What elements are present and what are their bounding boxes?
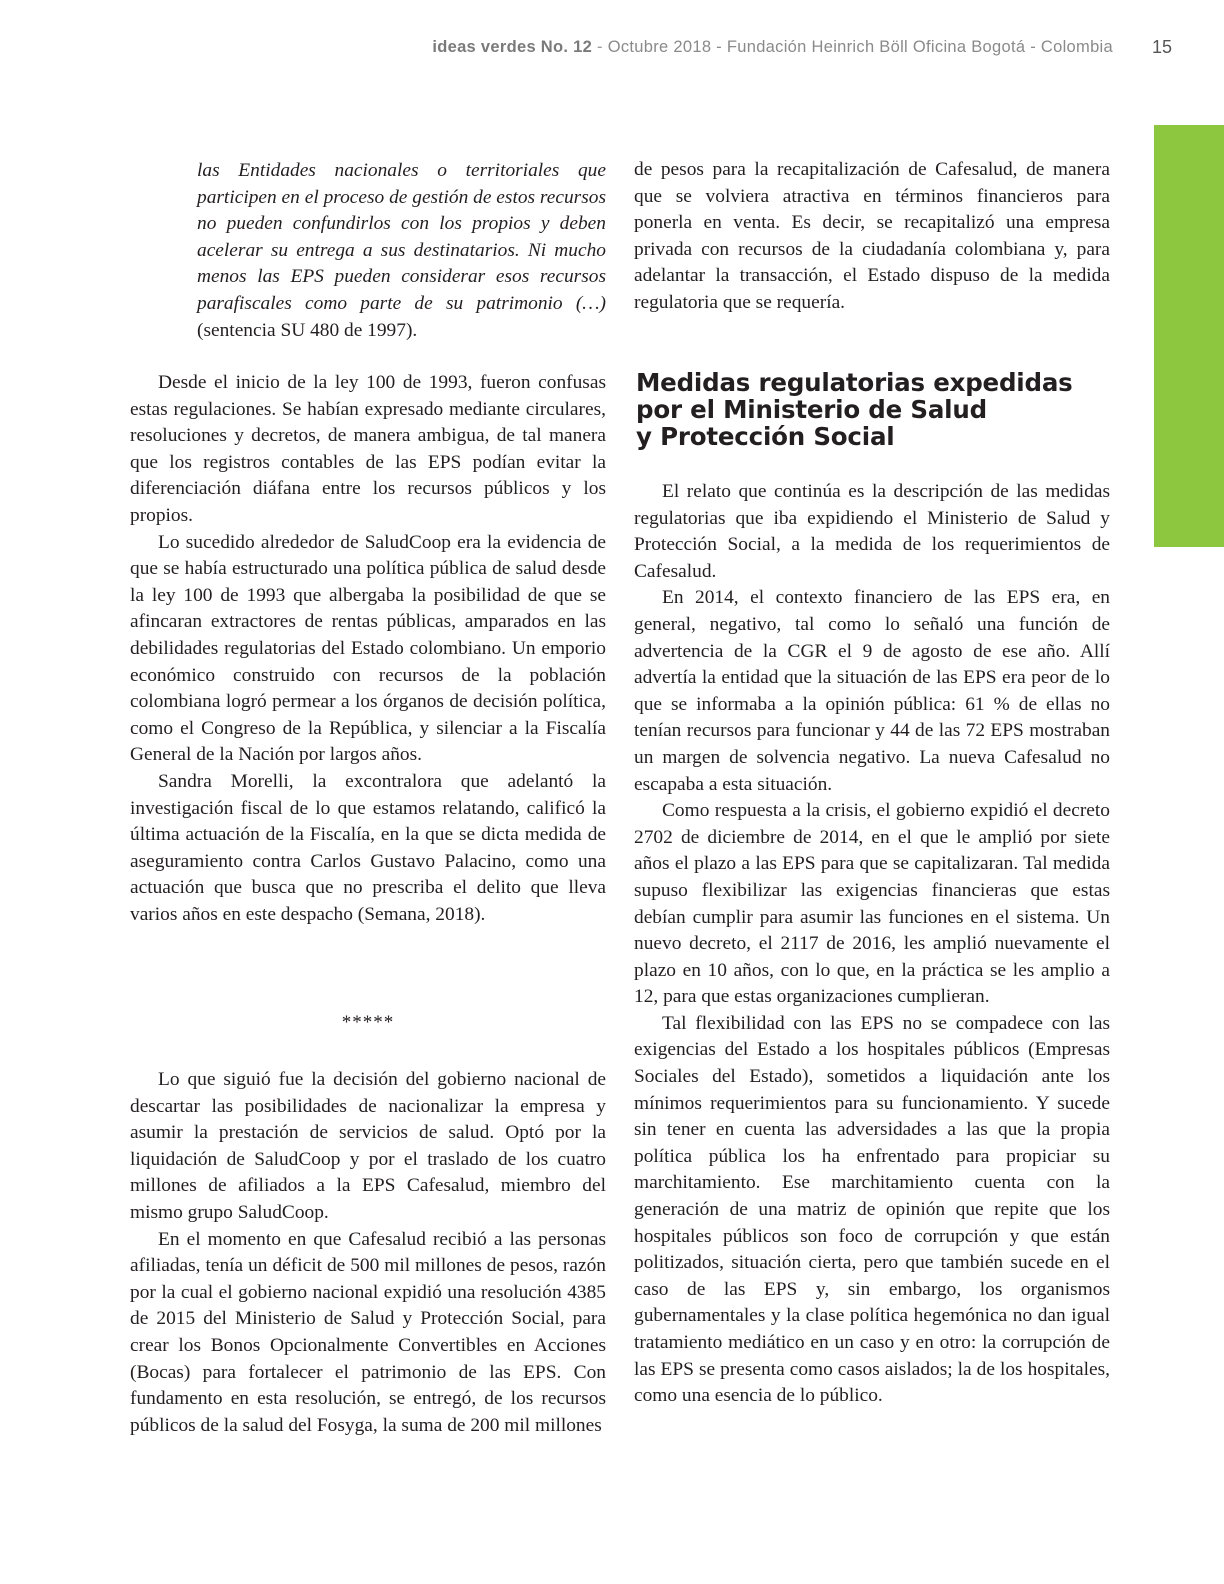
header-separator: -: [592, 38, 608, 56]
running-header: [380, 38, 1113, 57]
heading-line: por el Ministerio de Salud: [636, 395, 987, 424]
left-column-part-b: [130, 1067, 606, 1439]
paragraph: Como respuesta a la crisis, el gobierno expidió el decreto 2702 de diciembre de 2014, en el que le amplió por siete años el plazo a las EPS para que se capitalizaran. Tal medida supuso flexibilizar las exigencias financieras que estas debían cumplir para asumir las funciones en el sistema. Un nuevo decreto, el 2117 de 2016, les amplió nuevamente el plazo en 10 años, con lo que, en la práctica se les amplio a 12, para que estas organizaciones cumplieran.: [634, 800, 1110, 1008]
section-heading: [636, 369, 1106, 450]
paragraph: Desde el inicio de la ley 100 de 1993, fueron confusas estas regulaciones. Se habían expresado mediante circulares, resoluciones y decretos, de manera ambigua, de tal manera que los registros contables de las EPS podían evitar la diferenciación diáfana entre los recursos públicos y los propios.: [130, 372, 606, 526]
quote-citation: (sentencia SU 480 de 1997).: [197, 319, 418, 341]
issue-info: Octubre 2018 - Fundación Heinrich Böll Oficina Bogotá - Colombia: [607, 38, 1113, 56]
right-column-continuation: [634, 157, 1110, 317]
green-section-tab: [1154, 125, 1224, 547]
heading-line: y Protección Social: [636, 422, 895, 451]
paragraph-continuation: de pesos para la recapitalización de Cafesalud, de manera que se volviera atractiva en términos financieros para ponerla en venta. Es decir, se recapitalizó una empresa privada con recursos de la ciudadanía colombiana y, para adelantar la transacción, el Estado dispuso de la medida regulatoria que se requería.: [634, 159, 1110, 313]
paragraph: Tal flexibilidad con las EPS no se compadece con las exigencias del Estado a los hospitales públicos (Empresas Sociales del Estado), sometidos a liquidación ante los mínimos requerimientos para su funcionamiento. Y sucede sin tener en cuenta las adversidades a las que la propia política pública los ha enfrentado para propiciar su marchitamiento. Ese marchitamiento cuenta con la generación de una matriz de opinión que repite que los hospitales públicos son foco de corrupción y que están politizados, situación cierta, pero que también sucede en el caso de las EPS y, sin embargo, los organismos gubernamentales y la clase política hegemónica no dan igual tratamiento mediático en un caso y en otro: la corrupción de las EPS se presenta como casos aislados; la de los hospitales, como una esencia de lo público.: [634, 1012, 1110, 1407]
paragraph: El relato que continúa es la descripción de las medidas regulatorias que iba expidiendo el Ministerio de Salud y Protección Social, a la medida de los requerimientos de Cafesalud.: [634, 481, 1110, 582]
paragraph: Lo que siguió fue la decisión del gobierno nacional de descartar las posibilidades de nacionalizar la empresa y asumir la prestación de servicios de salud. Optó por la liquidación de SaludCoop y por el traslado de los cuatro millones de afiliados a la EPS Cafesalud, miembro del mismo grupo SaludCoop.: [130, 1069, 606, 1223]
paragraph: En el momento en que Cafesalud recibió a las personas afiliadas, tenía un déficit de 500 mil millones de pesos, razón por la cual el gobierno nacional expidió una resolución 4385 de 2015 del Ministerio de Salud y Protección Social, para crear los Bonos Opcionalmente Convertibles en Acciones (Bocas) para fortalecer el patrimonio de las EPS. Con fundamento en esta resolución, se entregó, de los recursos públicos de la salud del Fosyga, la suma de 200 mil millones: [130, 1228, 606, 1436]
section-separator: *****: [341, 1012, 395, 1033]
publication-name: ideas verdes No. 12: [432, 38, 593, 56]
block-quote: [197, 158, 606, 344]
quote-italic-text: las Entidades nacionales o territoriales que participen en el proceso de gestión de estos recursos no pueden confundirlos con los propios y deben acelerar su entrega a sus destinatarios. Ni mucho menos las EPS pueden considerar esos recursos parafiscales como parte de su patrimonio (…): [197, 160, 606, 314]
page-number: 15: [1152, 37, 1173, 57]
heading-line: Medidas regulatorias expedidas: [636, 368, 1073, 397]
paragraph: Sandra Morelli, la excontralora que adelantó la investigación fiscal de lo que estamos relatando, calificó la última actuación de la Fiscalía, en la que se dicta medida de aseguramiento contra Carlos Gustavo Palacino, como una actuación que busca que no prescriba el delito que lleva varios años en este despacho (Semana, 2018).: [130, 770, 606, 925]
paragraph: En 2014, el contexto financiero de las EPS era, en general, negativo, tal como lo señaló una función de advertencia de la CGR el 9 de agosto de ese año. Allí advertía la entidad que la situación de las EPS era peor de lo que se informaba a la opinión pública: 61 % de ellas no tenían recursos para funcionar y 44 de las 72 EPS mostraban un margen de solvencia negativo. La nueva Cafesalud no escapaba a esta situación.: [634, 587, 1110, 795]
paragraph: Lo sucedido alrededor de SaludCoop era la evidencia de que se había estructurado una política pública de salud desde la ley 100 de 1993 que albergaba la posibilidad de que se afincaran extractores de rentas públicas, amparados en las debilidades regulatorias del Estado colombiano. Un emporio económico construido con recursos de la población colombiana logró permear a los órganos de decisión política, como el Congreso de la República, y silenciar a la Fiscalía General de la Nación por largos años.: [130, 531, 606, 766]
left-column-part-a: [130, 370, 606, 928]
right-column-body: [634, 479, 1110, 1410]
